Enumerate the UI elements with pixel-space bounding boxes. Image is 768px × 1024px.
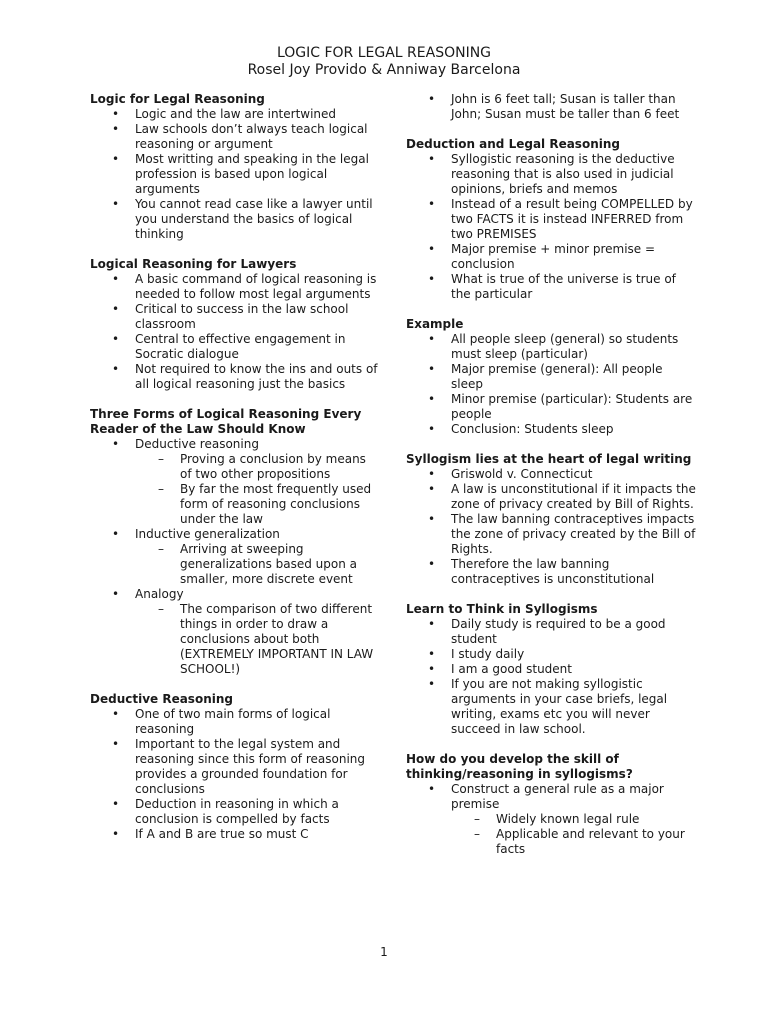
list-item: • Critical to success in the law school classroom	[90, 302, 380, 332]
sub-list-item: – The comparison of two different things in order to draw a conclusions about both (EXTREMELY IMPORTANT IN LAW SCHOOL!)	[90, 602, 380, 677]
bullet-list	[406, 782, 696, 857]
list-item: • Deduction in reasoning in which a conclusion is compelled by facts	[90, 797, 380, 827]
list-item: • Therefore the law banning contraceptives is unconstitutional	[406, 557, 696, 587]
list-item: • Deductive reasoning	[90, 437, 380, 452]
list-item: • John is 6 feet tall; Susan is taller than John; Susan must be taller than 6 feet	[406, 92, 696, 122]
list-item: • If you are not making syllogistic arguments in your case briefs, legal writing, exams etc you will never succeed in law school.	[406, 677, 696, 737]
list-item: • Griswold v. Connecticut	[406, 467, 696, 482]
sub-list-item: – Arriving at sweeping generalizations based upon a smaller, more discrete event	[90, 542, 380, 587]
list-item: • Not required to know the ins and outs of all logical reasoning just the basics	[90, 362, 380, 392]
list-item: • Syllogistic reasoning is the deductive reasoning that is also used in judicial opinions, briefs and memos	[406, 152, 696, 197]
section-spacer	[90, 242, 380, 257]
section-heading-deduction-and-legal-reasoning: Deduction and Legal Reasoning	[406, 137, 620, 151]
list-item: • Analogy	[90, 587, 380, 602]
section-heading-syllogism-lies-at-the-heart-of-legal-wri: Syllogism lies at the heart of legal writing	[406, 452, 692, 466]
section-heading-example: Example	[406, 317, 464, 331]
list-item: • I study daily	[406, 647, 696, 662]
section-spacer	[90, 677, 380, 692]
section-heading-deductive-reasoning: Deductive Reasoning	[90, 692, 233, 706]
document-title: LOGIC FOR LEGAL REASONING	[276, 45, 492, 61]
list-item: • What is true of the universe is true of the particular	[406, 272, 696, 302]
list-item: • Major premise + minor premise = conclusion	[406, 242, 696, 272]
bullet-list	[406, 617, 696, 737]
document-authors: Rosel Joy Provido & Anniway Barcelona	[247, 62, 521, 78]
list-item: • All people sleep (general) so students must sleep (particular)	[406, 332, 696, 362]
bullet-list	[406, 92, 696, 122]
list-item: • Construct a general rule as a major premise	[406, 782, 696, 812]
list-item: • A law is unconstitutional if it impacts the zone of privacy created by Bill of Rights.	[406, 482, 696, 512]
section-spacer	[406, 587, 696, 602]
section-spacer	[406, 437, 696, 452]
section-heading-how-do-you-develop-the-skill-of-thinking: How do you develop the skill of thinking/reasoning in syllogisms?	[406, 752, 633, 781]
page-number: 1	[380, 945, 388, 959]
bullet-list	[406, 332, 696, 437]
bullet-list	[90, 107, 380, 242]
right-column	[406, 92, 696, 857]
list-item: • Major premise (general): All people sleep	[406, 362, 696, 392]
list-item: • You cannot read case like a lawyer until you understand the basics of logical thinking	[90, 197, 380, 242]
bullet-list	[90, 272, 380, 392]
list-item: • Minor premise (particular): Students are people	[406, 392, 696, 422]
list-item: • Important to the legal system and reasoning since this form of reasoning provides a grounded foundation for conclusions	[90, 737, 380, 797]
sub-list-item: – Applicable and relevant to your facts	[406, 827, 696, 857]
list-item: • Conclusion: Students sleep	[406, 422, 696, 437]
list-item: • A basic command of logical reasoning is needed to follow most legal arguments	[90, 272, 380, 302]
section-spacer	[90, 392, 380, 407]
section-heading-logic-for-legal-reasoning: Logic for Legal Reasoning	[90, 92, 265, 106]
list-item: • Daily study is required to be a good student	[406, 617, 696, 647]
list-item: • Instead of a result being COMPELLED by two FACTS it is instead INFERRED from two PREMISES	[406, 197, 696, 242]
list-item: • Central to effective engagement in Socratic dialogue	[90, 332, 380, 362]
left-column	[90, 92, 380, 842]
bullet-list	[90, 707, 380, 842]
section-spacer	[406, 302, 696, 317]
section-spacer	[406, 122, 696, 137]
sub-list-item: – Proving a conclusion by means of two other propositions	[90, 452, 380, 482]
bullet-list	[406, 467, 696, 587]
sub-list-item: – Widely known legal rule	[406, 812, 696, 827]
list-item: • One of two main forms of logical reasoning	[90, 707, 380, 737]
list-item: • I am a good student	[406, 662, 696, 677]
section-heading-logical-reasoning-for-lawyers: Logical Reasoning for Lawyers	[90, 257, 297, 271]
section-heading-learn-to-think-in-syllogisms: Learn to Think in Syllogisms	[406, 602, 598, 616]
section-heading-three-forms-of-logical-reasoning-every-r: Three Forms of Logical Reasoning Every Reader of the Law Should Know	[90, 407, 362, 436]
list-item: • If A and B are true so must C	[90, 827, 380, 842]
bullet-list	[406, 152, 696, 302]
bullet-list	[90, 437, 380, 677]
list-item: • Law schools don’t always teach logical reasoning or argument	[90, 122, 380, 152]
list-item: • Most writting and speaking in the legal profession is based upon logical arguments	[90, 152, 380, 197]
sub-list-item: – By far the most frequently used form of reasoning conclusions under the law	[90, 482, 380, 527]
list-item: • Logic and the law are intertwined	[90, 107, 380, 122]
list-item: • Inductive generalization	[90, 527, 380, 542]
section-spacer	[406, 737, 696, 752]
list-item: • The law banning contraceptives impacts the zone of privacy created by the Bill of Rights.	[406, 512, 696, 557]
